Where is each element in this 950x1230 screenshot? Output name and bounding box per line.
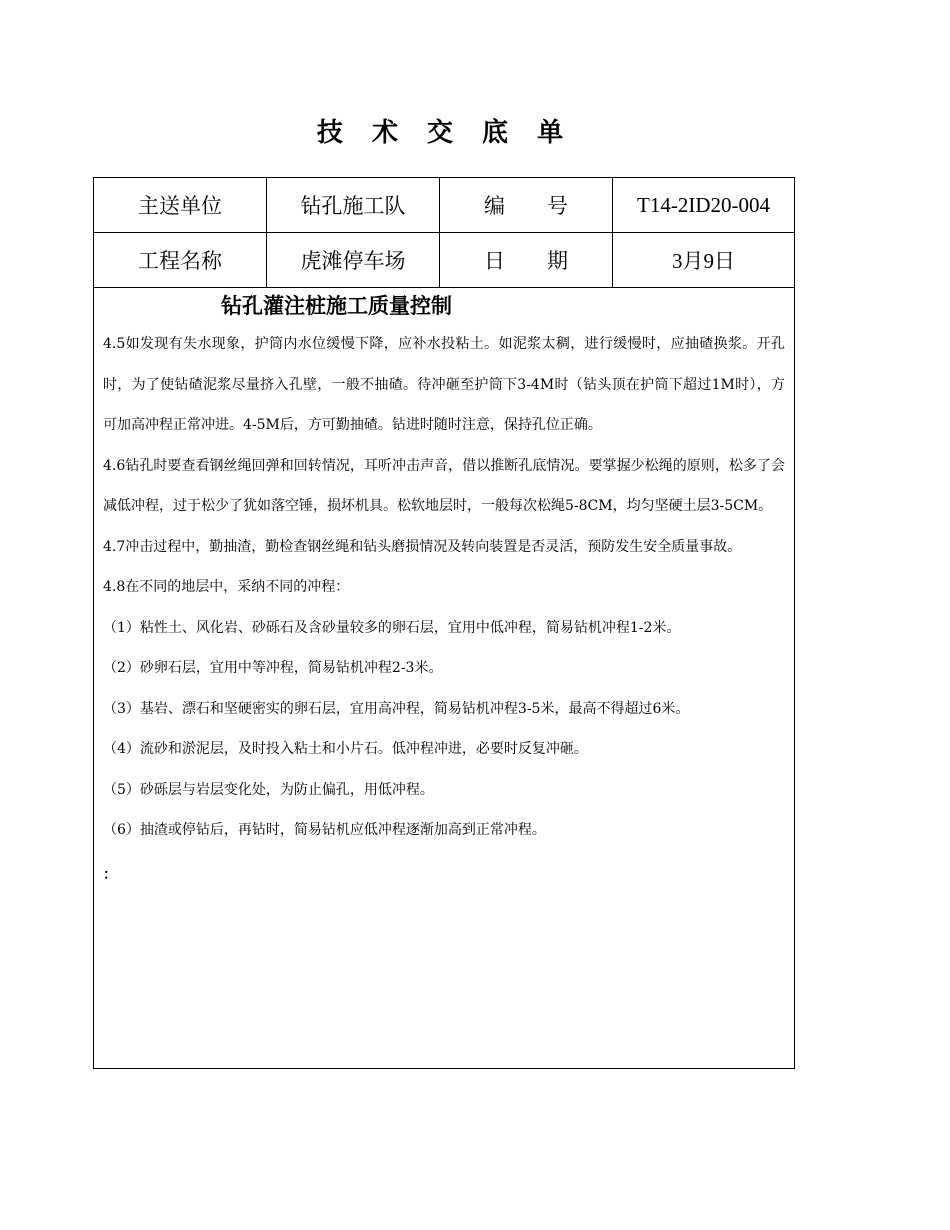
recipient-value: 钻孔施工队 <box>267 178 440 232</box>
project-value: 虎滩停车场 <box>267 233 440 287</box>
number-value: T14-2ID20-004 <box>637 192 770 217</box>
list-item: （5）砂砾层与岩层变化处，为防止偏孔，用低冲程。 <box>103 781 434 798</box>
paragraph: 4.8在不同的地层中，采纳不同的冲程： <box>103 579 350 595</box>
section-title: 钻孔灌注桩施工质量控制 <box>221 294 452 318</box>
trailing-mark: ： <box>103 866 117 883</box>
list-item: （1）粘性土、风化岩、砂砾石及含砂量较多的卵石层，宜用中低冲程，简易钻机冲程1-2米。 <box>103 619 681 636</box>
paragraph: 4.5如发现有失水现象，护筒内水位缓慢下降，应补水投粘土。如泥浆太稠，进行缓慢时，应抽碴换浆。开孔时，为了使钻碴泥浆尽量挤入孔壁，一般不抽碴。待冲砸至护筒下3-4M时（钻头顶在护筒下超过1M时），方可加高冲程正常冲进。4-5M后，方可勤抽碴。钻进时随时注意，保持孔位正确。 <box>103 336 785 433</box>
paragraph: 4.6钻孔时要查看钢丝绳回弹和回转情况，耳听冲击声音，借以推断孔底情况。要掌握少松绳的原则，松多了会减低冲程，过于松少了犹如落空锤，损坏机具。松软地层时，一般每次松绳5-8CM，均匀坚硬土层3-5CM。 <box>103 457 785 514</box>
project-label: 工程名称 <box>94 233 267 287</box>
header-row-1 <box>94 178 794 233</box>
list-item: （2）砂卵石层，宜用中等冲程，简易钻机冲程2-3米。 <box>103 660 443 676</box>
date-value: 3月9日 <box>672 249 735 273</box>
content-area <box>94 290 794 895</box>
list-item: （4）流砂和淤泥层，及时投入粘土和小片石。低冲程冲进，必要时反复冲砸。 <box>103 741 588 757</box>
number-label: 编 号 <box>440 178 613 232</box>
document-title: 技 术 交 底 单 <box>316 118 574 148</box>
list-item: （3）基岩、漂石和坚硬密实的卵石层，宜用高冲程，简易钻机冲程3-5米，最高不得超过6米。 <box>103 700 690 717</box>
disclosure-form <box>93 177 795 1069</box>
list-item: （6）抽渣或停钻后，再钻时，简易钻机应低冲程逐渐加高到正常冲程。 <box>103 822 546 838</box>
date-label: 日 期 <box>440 233 613 287</box>
header-row-2 <box>94 233 794 288</box>
recipient-label: 主送单位 <box>94 178 267 232</box>
paragraph: 4.7冲击过程中，勤抽渣，勤检查钢丝绳和钻头磨损情况及转向装置是否灵活，预防发生安全质量事故。 <box>103 538 742 555</box>
